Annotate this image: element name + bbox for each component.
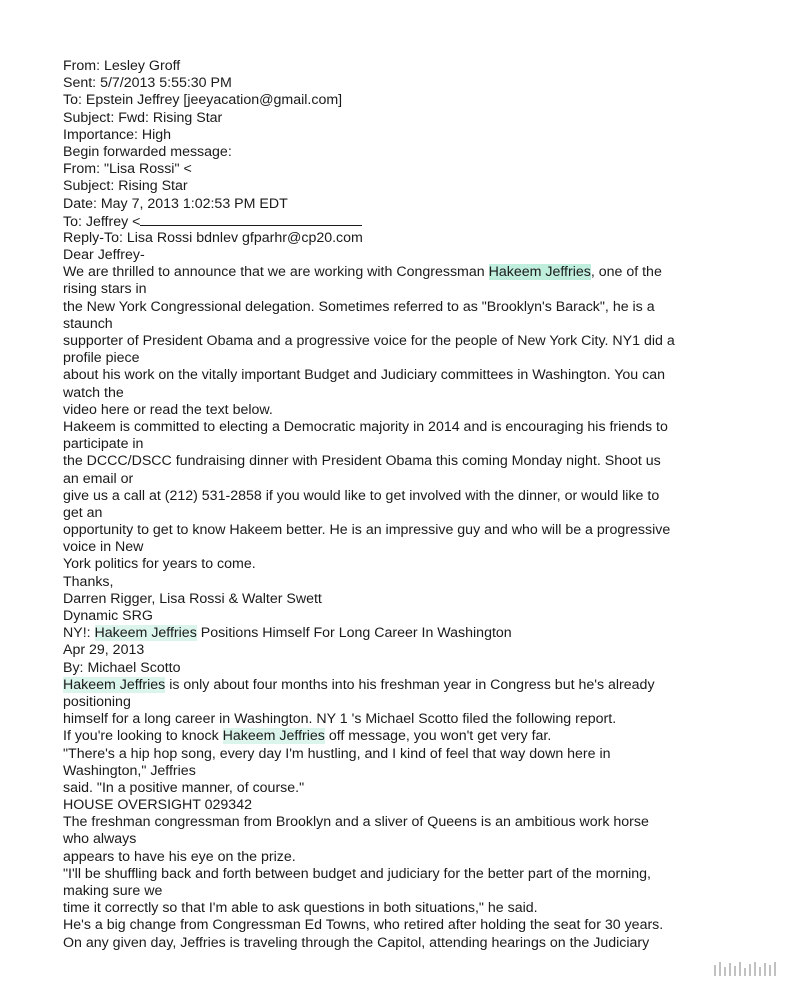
- header-sent: Sent: 5/7/2013 5:55:30 PM: [63, 75, 232, 92]
- forward-date: Date: May 7, 2013 1:02:53 PM EDT: [63, 195, 288, 212]
- article-line: Washington," Jeffries: [63, 762, 196, 779]
- article-line: making sure we: [63, 883, 163, 899]
- article-line: [63, 728, 763, 745]
- forward-to-line: [63, 213, 763, 230]
- forward-begin: Begin forwarded message:: [63, 143, 232, 160]
- body-line: voice in New: [63, 539, 144, 556]
- article-headline: [63, 625, 763, 642]
- body-line: give us a call at (212) 531-2858 if you would like to get involved with the dinner, or would like to: [63, 487, 660, 504]
- sign-off: Thanks,: [63, 573, 114, 590]
- body-text: , one of the: [590, 264, 662, 281]
- article-line: time it correctly so that I'm able to ask questions in both situations," he said.: [63, 900, 538, 917]
- header-subject: Subject: Fwd: Rising Star: [63, 109, 223, 126]
- article-date: Apr 29, 2013: [63, 642, 145, 659]
- signature-names: Darren Rigger, Lisa Rossi & Walter Swett: [63, 590, 322, 607]
- article-byline: By: Michael Scotto: [63, 659, 181, 676]
- body-line: get an: [63, 504, 103, 521]
- body-line: the DCCC/DSCC fundraising dinner with President Obama this coming Monday night. Shoot us: [63, 453, 661, 470]
- name-highlight: Hakeem Jeffries: [488, 264, 591, 281]
- article-line: He's a big change from Congressman Ed Towns, who retired after holding the seat for 30 years.: [63, 917, 664, 934]
- header-importance: Importance: High: [63, 126, 172, 143]
- greeting: Dear Jeffrey-: [63, 247, 145, 264]
- body-line: staunch: [63, 315, 113, 332]
- name-highlight: Hakeem Jeffries: [94, 625, 197, 642]
- body-line: profile piece: [63, 350, 140, 367]
- body-line: about his work on the vitally important Budget and Judiciary committees in Washington. You can: [63, 367, 665, 384]
- article-line: who always: [63, 831, 137, 848]
- forward-subject: Subject: Rising Star: [63, 178, 188, 195]
- name-highlight: Hakeem Jeffries: [63, 676, 166, 693]
- redaction-underline: [140, 213, 362, 226]
- body-text: We are thrilled to announce that we are working with Congressman: [63, 264, 489, 281]
- body-line: supporter of President Obama and a progressive voice for the people of New York City. NY1 did a: [63, 333, 675, 349]
- forward-to: To: Jeffrey <: [63, 213, 141, 230]
- body-line: an email or: [63, 470, 134, 487]
- header-from: From: Lesley Groff: [63, 58, 181, 74]
- body-line: rising stars in: [63, 281, 147, 298]
- headline-rest: Positions Himself For Long Career In Washington: [196, 625, 512, 642]
- article-line: appears to have his eye on the prize.: [63, 848, 296, 865]
- article-text: If you're looking to knock: [63, 728, 223, 745]
- forward-from: From: "Lisa Rossi" <: [63, 161, 192, 178]
- article-line: positioning: [63, 693, 131, 710]
- headline-prefix: NY!:: [63, 625, 95, 642]
- forward-reply-to: Reply-To: Lisa Rossi bdnlev gfparhr@cp20.com: [63, 229, 363, 246]
- email-document: [63, 58, 763, 952]
- body-line: opportunity to get to know Hakeem better. He is an impressive guy and who will be a progressive: [63, 522, 671, 539]
- article-line: said. "In a positive manner, of course.": [63, 779, 305, 796]
- body-line: [63, 264, 763, 281]
- name-highlight: Hakeem Jeffries: [222, 728, 325, 745]
- body-line: video here or read the text below.: [63, 401, 273, 418]
- article-line: [63, 677, 763, 694]
- body-line: Hakeem is committed to electing a Democratic majority in 2014 and is encouraging his friends to: [63, 418, 668, 435]
- article-text: off message, you won't get very far.: [324, 728, 552, 745]
- article-line: himself for a long career in Washington. NY 1 's Michael Scotto filed the following report.: [63, 711, 617, 728]
- article-line: The freshman congressman from Brooklyn and a sliver of Queens is an ambitious work horse: [63, 814, 649, 831]
- article-text: is only about four months into his freshman year in Congress but he's already: [165, 676, 655, 693]
- article-line: "I'll be shuffling back and forth between budget and judiciary for the better part of the morning,: [63, 865, 651, 882]
- signature-company: Dynamic SRG: [63, 608, 153, 624]
- header-to: To: Epstein Jeffrey [jeeyacation@gmail.com]: [63, 92, 343, 109]
- bates-number: HOUSE OVERSIGHT 029342: [63, 797, 252, 814]
- article-line: On any given day, Jeffries is traveling through the Capitol, attending hearings on the Judiciary: [63, 934, 650, 951]
- body-line: the New York Congressional delegation. Sometimes referred to as "Brooklyn's Barack", he is a: [63, 298, 655, 315]
- article-line: "There's a hip hop song, every day I'm hustling, and I kind of feel that way down here in: [63, 745, 611, 762]
- body-line: watch the: [63, 384, 124, 401]
- body-line: participate in: [63, 436, 144, 453]
- body-line: York politics for years to come.: [63, 556, 256, 573]
- watermark-logo: [714, 962, 776, 976]
